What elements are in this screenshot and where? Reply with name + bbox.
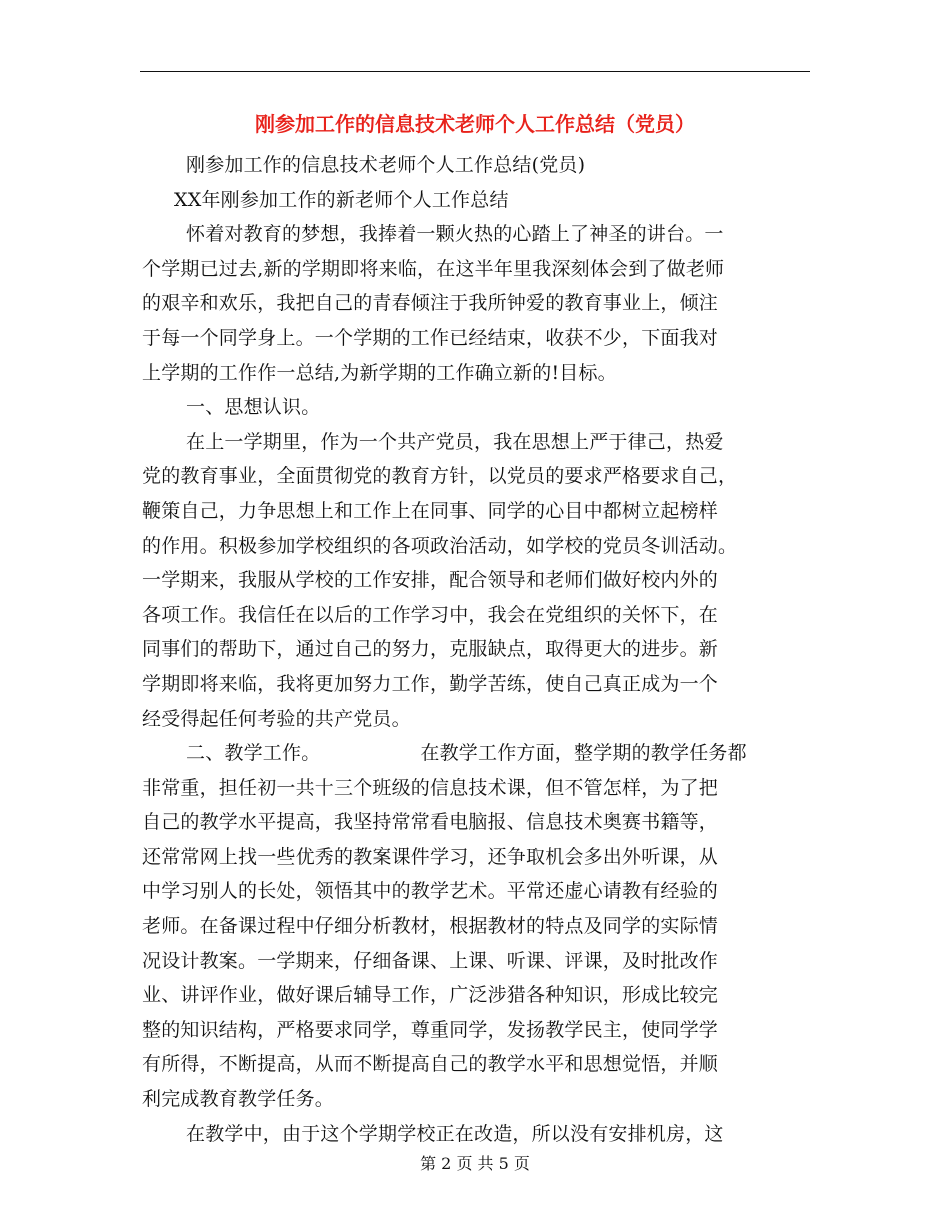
paragraph-line: 各项工作。我信任在以后的工作学习中，我会在党组织的关怀下，在 xyxy=(142,603,719,626)
paragraph-line: 刚参加工作的信息技术老师个人工作总结(党员) xyxy=(186,154,586,176)
paragraph-line: 同事们的帮助下，通过自己的努力，克服缺点，取得更大的进步。新 xyxy=(142,638,719,661)
document-body xyxy=(142,148,802,1151)
paragraph-line: 经受得起任何考验的共产党员。 xyxy=(142,707,411,730)
section-heading: 二、教学工作。 xyxy=(186,742,321,765)
header-rule xyxy=(140,71,810,72)
paragraph-line: 个学期已过去,新的学期即将来临，在这半年里我深刻体会到了做老师 xyxy=(142,257,725,280)
paragraph-line: 还常常网上找一些优秀的教案课件学习，还争取机会多出外听课，从 xyxy=(142,845,719,868)
paragraph-line: 的艰辛和欢乐，我把自己的青春倾注于我所钟爱的教育事业上，倾注 xyxy=(142,292,719,315)
paragraph-line: 在上一学期里，作为一个共产党员，我在思想上严于律己，热爱 xyxy=(186,430,724,453)
section-heading-line xyxy=(142,736,802,771)
paragraph-text: 在教学工作方面，整学期的教学任务都 xyxy=(420,742,747,765)
page-footer: 第 2 页 共 5 页 xyxy=(420,1154,530,1173)
paragraph-line: 怀着对教育的梦想，我捧着一颗火热的心踏上了神圣的讲台。一 xyxy=(186,223,724,246)
section-heading: 一、思想认识。 xyxy=(186,396,321,419)
paragraph-line: 况设计教案。一学期来，仔细备课、上课、听课、评课，及时批改作 xyxy=(142,949,719,972)
paragraph-line: 老师。在备课过程中仔细分析教材，根据教材的特点及同学的实际情 xyxy=(142,915,719,938)
paragraph-line: 鞭策自己，力争思想上和工作上在同事、同学的心目中都树立起榜样 xyxy=(142,499,719,522)
paragraph-line: 有所得，不断提高，从而不断提高自己的教学水平和思想觉悟，并顺 xyxy=(142,1053,719,1076)
paragraph-line: 的作用。积极参加学校组织的各项政治活动，如学校的党员冬训活动。 xyxy=(142,534,738,557)
paragraph-line: 利完成教育教学任务。 xyxy=(142,1088,335,1111)
paragraph-line: 上学期的工作作一总结,为新学期的工作确立新的!目标。 xyxy=(142,361,617,384)
paragraph-line: 党的教育事业，全面贯彻党的教育方针，以党员的要求严格要求自己， xyxy=(142,465,738,488)
paragraph-line: 于每一个同学身上。一个学期的工作已经结束，收获不少，下面我对 xyxy=(142,326,719,349)
paragraph-line: 中学习别人的长处，领悟其中的教学艺术。平常还虚心请教有经验的 xyxy=(142,880,719,903)
paragraph-line: 非常重，担任初一共十三个班级的信息技术课，但不管怎样，为了把 xyxy=(142,776,719,799)
paragraph-line: 自己的教学水平提高，我坚持常常看电脑报、信息技术奥赛书籍等， xyxy=(142,811,719,834)
paragraph-line: 整的知识结构，严格要求同学，尊重同学，发扬教学民主，使同学学 xyxy=(142,1018,719,1041)
paragraph-line: 业、讲评作业，做好课后辅导工作，广泛涉猎各种知识，形成比较完 xyxy=(142,984,719,1007)
paragraph-line: 学期即将来临，我将更加努力工作，勤学苦练，使自己真正成为一个 xyxy=(142,672,719,695)
document-title: 刚参加工作的信息技术老师个人工作总结（党员） xyxy=(255,112,695,136)
paragraph-line: XX年刚参加工作的新老师个人工作总结 xyxy=(174,188,509,211)
paragraph-line: 一学期来，我服从学校的工作安排，配合领导和老师们做好校内外的 xyxy=(142,569,719,592)
paragraph-line: 在教学中，由于这个学期学校正在改造，所以没有安排机房，这 xyxy=(186,1122,724,1145)
